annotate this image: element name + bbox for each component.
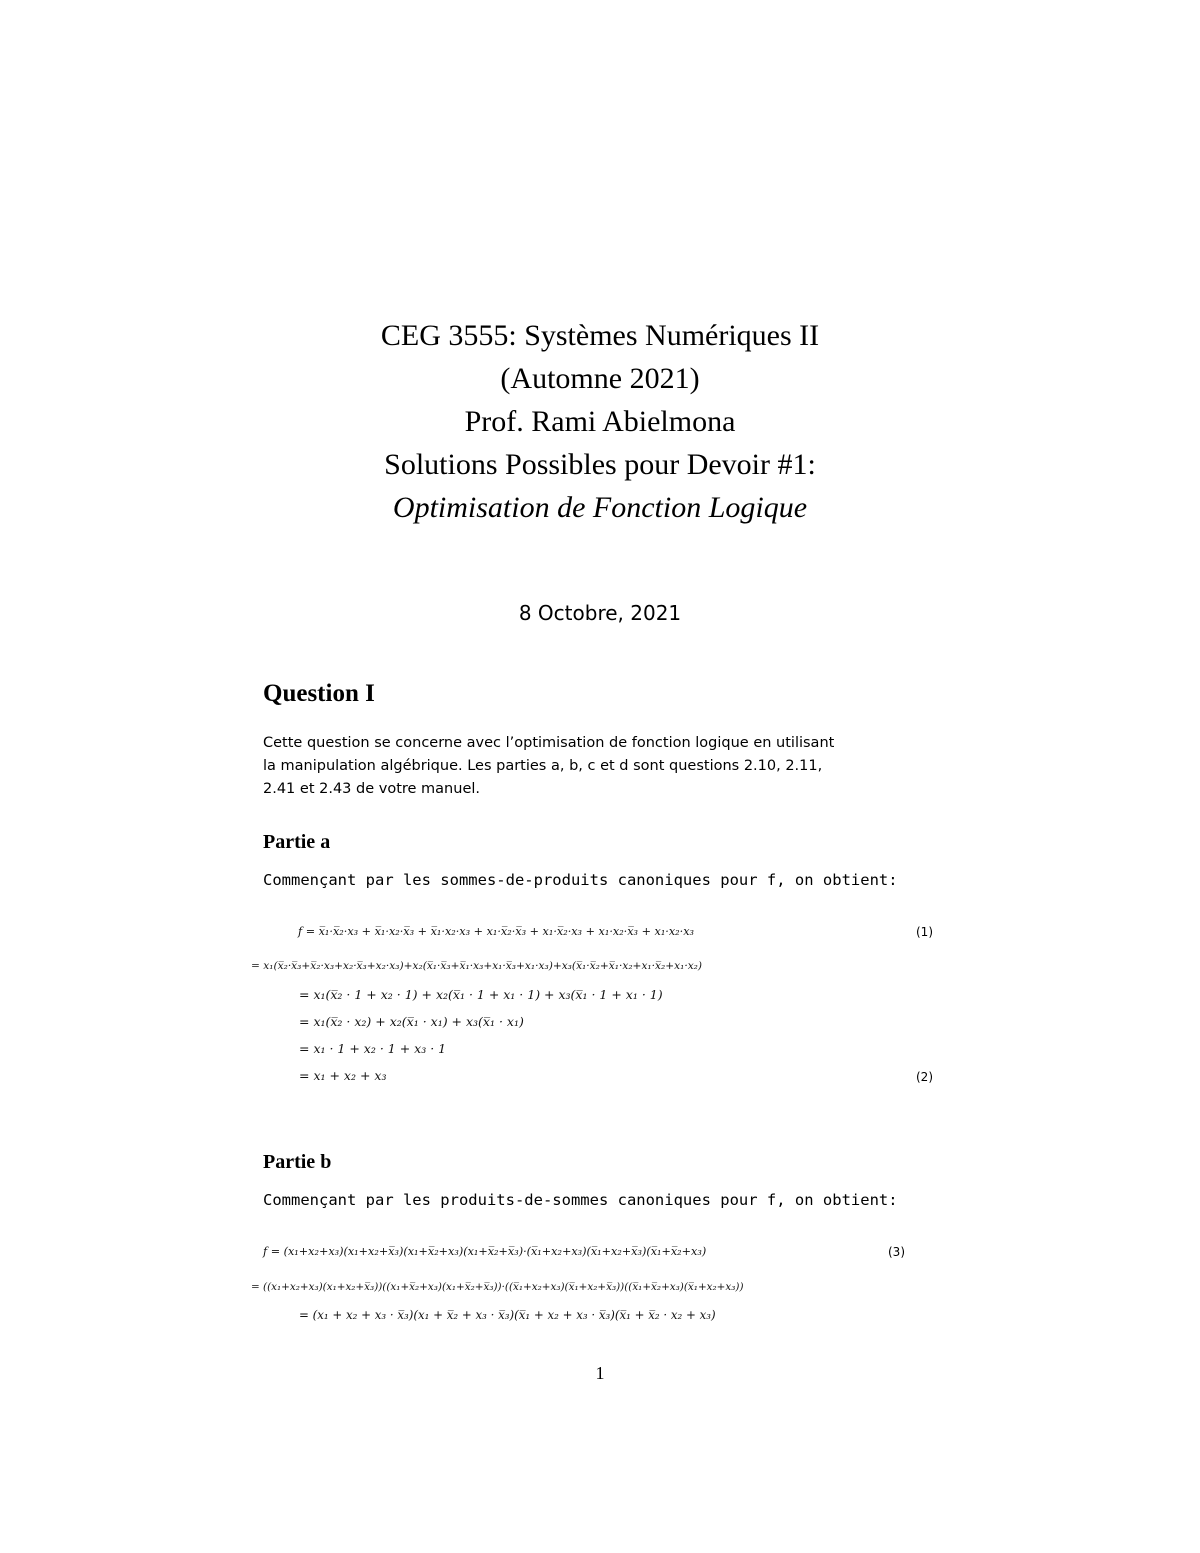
partie-b-heading: Partie b: [263, 1151, 332, 1173]
professor: Prof. Rami Abielmona: [464, 405, 736, 438]
intro-line-2: la manipulation algébrique. Les parties a, b, c et d sont questions 2.10, 2.11,: [263, 758, 823, 774]
partie-a-equation-4: = x₁(x̅₂ · x₂) + x₂(x̅₁ · x₁) + x₃(x̅₁ · x₁): [299, 1014, 524, 1029]
partie-a-lead: Commençant par les sommes-de-produits canoniques pour f, on obtient:: [263, 871, 898, 889]
partie-a-equation-3: = x₁(x̅₂ · 1 + x₂ · 1) + x₂(x̅₁ · 1 + x₁ · 1) + x₃(x̅₁ · 1 + x₁ · 1): [299, 987, 663, 1002]
partie-b-lead: Commençant par les produits-de-sommes canoniques pour f, on obtient:: [263, 1191, 898, 1209]
term: (Automne 2021): [500, 362, 700, 395]
equation-number-1: (1): [916, 925, 933, 939]
assignment-title: Solutions Possibles pour Devoir #1:: [384, 448, 816, 481]
intro-line-3: 2.41 et 2.43 de votre manuel.: [263, 781, 480, 797]
document-date: 8 Octobre, 2021: [518, 601, 682, 625]
partie-b-equation-2: = ((x₁+x₂+x₃)(x₁+x₂+x̅₃))((x₁+x̅₂+x₃)(x₁+x̅₂+x̅₃))·((x̅₁+x₂+x₃)(x̅₁+x₂+x̅₃))((x̅₁+x̅₂+x₃)(x̅₁+x₂+x₃)): [251, 1281, 744, 1293]
question-intro: [263, 732, 953, 801]
title-block: [250, 314, 950, 529]
partie-a-equation-5: = x₁ · 1 + x₂ · 1 + x₃ · 1: [299, 1041, 447, 1056]
partie-a-heading: Partie a: [263, 831, 331, 853]
assignment-subtitle: Optimisation de Fonction Logique: [392, 491, 808, 524]
page-number: 1: [595, 1363, 605, 1383]
partie-a-equation-1: f = x̅₁·x̅₂·x₃ + x̅₁·x₂·x̅₃ + x̅₁·x₂·x₃ + x₁·x̅₂·x̅₃ + x₁·x̅₂·x₃ + x₁·x₂·x̅₃ + x₁·x₂·x₃: [298, 925, 695, 938]
partie-b-equation-3: = (x₁ + x₂ + x₃ · x̅₃)(x₁ + x̅₂ + x₃ · x̅₃)(x̅₁ + x₂ + x₃ · x̅₃)(x̅₁ + x̅₂ · x₂ + x₃): [299, 1308, 716, 1322]
partie-b-equation-1: f = (x₁+x₂+x₃)(x₁+x₂+x̅₃)(x₁+x̅₂+x₃)(x₁+x̅₂+x̅₃)·(x̅₁+x₂+x₃)(x̅₁+x₂+x̅₃)(x̅₁+x̅₂+x₃): [263, 1245, 707, 1258]
partie-a-equation-6: = x₁ + x₂ + x₃: [299, 1068, 387, 1083]
intro-line-1: Cette question se concerne avec l’optimisation de fonction logique en utilisant: [263, 735, 835, 751]
question-heading: Question I: [263, 680, 375, 707]
course-title: CEG 3555: Systèmes Numériques II: [380, 319, 820, 352]
partie-a-equation-2: = x₁(x̅₂·x̅₃+x̅₂·x₃+x₂·x̅₃+x₂·x₃)+x₂(x̅₁·x̅₃+x̅₁·x₃+x₁·x̅₃+x₁·x₃)+x₃(x̅₁·x̅₂+x̅₁·x₂+x₁·x̅₂+x₁·x₂): [251, 960, 703, 972]
equation-number-3: (3): [888, 1245, 905, 1259]
equation-number-2: (2): [916, 1070, 933, 1084]
